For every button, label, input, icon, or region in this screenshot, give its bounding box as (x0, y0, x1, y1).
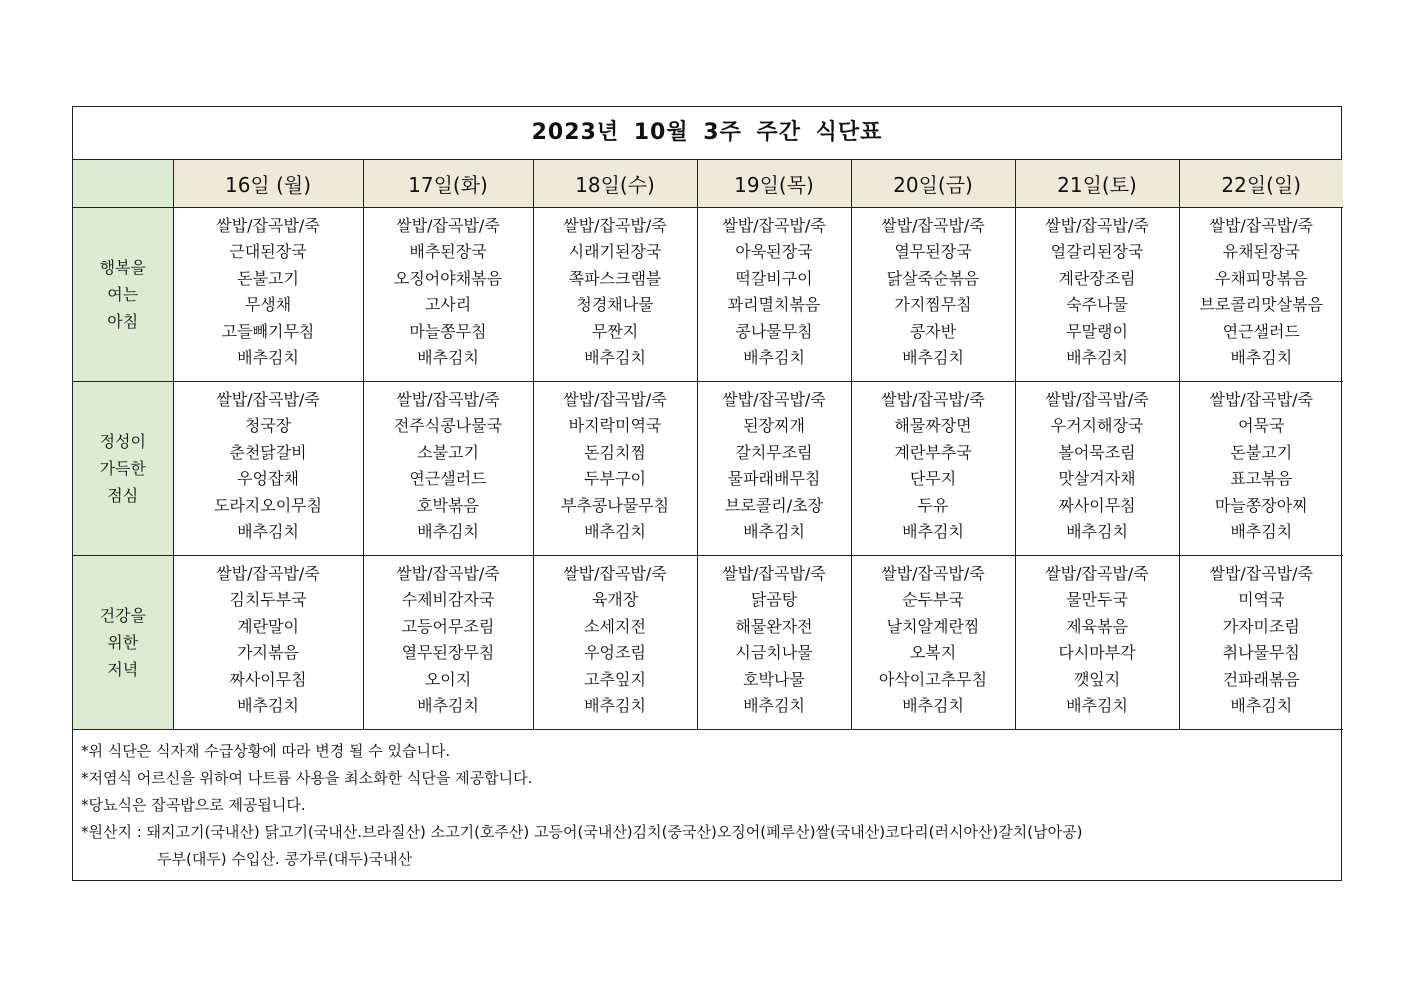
dish-item: 쌀밥/잡곡밥/죽 (1045, 563, 1149, 583)
dish-item: 얼갈리된장국 (1050, 242, 1144, 262)
dish-item: 무짠지 (591, 321, 639, 341)
menu-cell (1179, 555, 1343, 729)
dish-item: 호박나물 (743, 669, 805, 689)
dish-item: 쌀밥/잡곡밥/죽 (563, 389, 667, 409)
dish-item: 물만두국 (1066, 590, 1128, 610)
dish-item: 배추김치 (237, 348, 299, 368)
menu-cell (363, 207, 533, 381)
dish-item: 쌀밥/잡곡밥/죽 (1209, 389, 1314, 409)
meal-label-line: 여는 (107, 284, 139, 304)
dish-item: 쌀밥/잡곡밥/죽 (563, 563, 667, 583)
meal-label-line: 저녁 (107, 659, 139, 679)
dish-item: 열무된장무침 (401, 643, 495, 663)
dish-item: 배추김치 (417, 696, 479, 716)
dish-item: 닭살죽순볶음 (886, 268, 980, 288)
dish-item: 갈치무조림 (735, 442, 813, 462)
dish-item: 부추콩나물무침 (560, 495, 670, 515)
note-line: *저염식 어르신을 위하여 나트륨 사용을 최소화한 식단을 제공합니다. (81, 768, 533, 787)
dish-item: 취나물무침 (1222, 643, 1300, 663)
dish-item: 쌀밥/잡곡밥/죽 (396, 563, 500, 583)
dish-item: 쪽파스크램블 (568, 268, 662, 288)
dish-item: 브로콜리/초장 (724, 495, 824, 515)
dish-item: 배추김치 (584, 696, 646, 716)
meal-label-line: 정성이 (99, 431, 146, 451)
day-header-row (73, 160, 1343, 207)
dish-item: 순두부국 (902, 590, 964, 610)
dish-item: 두유 (917, 495, 949, 515)
dish-item: 청경채나물 (576, 295, 654, 315)
dish-item: 배추김치 (1066, 522, 1128, 542)
meal-label-line: 건강을 (99, 605, 146, 625)
menu-cell (533, 207, 697, 381)
dish-item: 소세지전 (584, 616, 646, 636)
meal-label-line: 행복을 (99, 257, 146, 277)
dish-item: 브로콜리맛살볶음 (1199, 295, 1324, 315)
dish-item: 쌀밥/잡곡밥/죽 (216, 563, 320, 583)
dish-item: 유채된장국 (1222, 242, 1300, 262)
dish-item: 마늘쫑무침 (409, 321, 487, 341)
dish-item: 오이지 (424, 669, 472, 689)
meal-label (73, 555, 173, 729)
meal-label (73, 207, 173, 381)
dish-item: 배추김치 (1230, 522, 1293, 542)
menu-cell (533, 555, 697, 729)
dish-item: 건파래볶음 (1222, 669, 1300, 689)
dish-item: 돈불고기 (1230, 442, 1293, 462)
meal-label (73, 381, 173, 555)
dish-item: 해물짜장면 (894, 416, 972, 436)
dish-item: 콩자반 (909, 321, 957, 341)
day-header: 17일(화) (363, 160, 533, 207)
dish-item: 청국장 (244, 416, 292, 436)
note-line: *당뇨식은 잡곡밥으로 제공됩니다. (81, 795, 306, 814)
dish-item: 된장찌개 (743, 416, 805, 436)
notes-section (73, 730, 1341, 873)
meal-label-line: 가득한 (99, 458, 146, 478)
dish-item: 바지락미역국 (568, 416, 662, 436)
dish-item: 계란말이 (237, 616, 299, 636)
day-header: 20일(금) (851, 160, 1015, 207)
dish-item: 다시마부각 (1058, 643, 1136, 663)
dish-item: 우거지해장국 (1050, 416, 1144, 436)
dish-item: 쌀밥/잡곡밥/죽 (1209, 563, 1314, 583)
dish-item: 연근샐러드 (409, 469, 487, 489)
day-header: 19일(목) (697, 160, 851, 207)
dish-item: 배추김치 (584, 348, 646, 368)
dish-item: 쌀밥/잡곡밥/죽 (881, 215, 985, 235)
dish-item: 전주식콩나물국 (393, 416, 503, 436)
menu-cell (697, 555, 851, 729)
dish-item: 쌀밥/잡곡밥/죽 (1045, 215, 1149, 235)
dish-item: 어묵국 (1238, 416, 1285, 436)
menu-cell (851, 381, 1015, 555)
dish-item: 배추김치 (902, 522, 964, 542)
dish-item: 배추김치 (237, 522, 299, 542)
dish-item: 쌀밥/잡곡밥/죽 (881, 563, 985, 583)
dish-item: 꽈리멸치볶음 (727, 295, 821, 315)
dish-item: 고등어무조림 (401, 616, 495, 636)
dish-item: 미역국 (1238, 590, 1285, 610)
menu-cell (851, 555, 1015, 729)
menu-cell (697, 381, 851, 555)
page-title: 2023년 10월 3주 주간 식단표 (73, 107, 1341, 160)
dish-item: 배추김치 (743, 348, 805, 368)
dish-item: 두부구이 (584, 469, 646, 489)
meal-label-line: 점심 (107, 485, 139, 505)
dish-item: 시래기된장국 (568, 242, 662, 262)
dish-item: 배추김치 (1230, 696, 1293, 716)
dish-item: 쌀밥/잡곡밥/죽 (216, 389, 320, 409)
dish-item: 쌀밥/잡곡밥/죽 (396, 389, 500, 409)
menu-cell (697, 207, 851, 381)
dish-item: 도라지오이무침 (213, 495, 323, 515)
menu-cell (173, 555, 363, 729)
meal-row (73, 555, 1343, 729)
day-header: 22일(일) (1179, 160, 1343, 207)
dish-item: 우엉잡채 (237, 469, 299, 489)
dish-item: 우엉조림 (584, 643, 646, 663)
dish-item: 배추김치 (584, 522, 646, 542)
note-line: 두부(대두) 수입산. 콩가루(대두)국내산 (157, 849, 413, 868)
dish-item: 배추김치 (417, 348, 479, 368)
menu-cell (533, 381, 697, 555)
dish-item: 배추김치 (1230, 348, 1293, 368)
dish-item: 물파래배무침 (727, 469, 821, 489)
header-corner (73, 160, 173, 207)
dish-item: 오징어야채볶음 (393, 268, 503, 288)
dish-item: 짜사이무침 (1058, 495, 1136, 515)
dish-item: 배추김치 (902, 696, 964, 716)
dish-item: 고들빼기무침 (221, 321, 315, 341)
dish-item: 제육볶음 (1066, 616, 1128, 636)
dish-item: 마늘쫑장아찌 (1214, 495, 1308, 515)
note-line: *원산지 : 돼지고기(국내산) 닭고기(국내산.브라질산) 소고기(호주산) 고등어(국내산)김치(중국산)오징어(페루산)쌀(국내산)코다리(러시아산)갈치(남아공) (81, 822, 1083, 841)
dish-item: 해물완자전 (735, 616, 813, 636)
dish-item: 배추김치 (417, 522, 479, 542)
dish-item: 쌀밥/잡곡밥/죽 (1209, 215, 1314, 235)
dish-item: 짜사이무침 (229, 669, 307, 689)
dish-item: 열무된장국 (894, 242, 972, 262)
dish-item: 배추된장국 (409, 242, 487, 262)
dish-item: 콩나물무침 (735, 321, 813, 341)
dish-item: 호박볶음 (417, 495, 479, 515)
menu-sheet (72, 106, 1342, 881)
dish-item: 쌀밥/잡곡밥/죽 (1045, 389, 1149, 409)
dish-item: 표고볶음 (1230, 469, 1293, 489)
dish-item: 배추김치 (743, 522, 805, 542)
dish-item: 쌀밥/잡곡밥/죽 (722, 215, 826, 235)
dish-item: 김치두부국 (229, 590, 307, 610)
menu-cell (1015, 207, 1179, 381)
day-header: 18일(수) (533, 160, 697, 207)
dish-item: 계란부추국 (894, 442, 972, 462)
dish-item: 쌀밥/잡곡밥/죽 (216, 215, 320, 235)
dish-item: 수제비감자국 (401, 590, 495, 610)
weekly-menu-table (73, 160, 1343, 730)
dish-item: 소불고기 (417, 442, 479, 462)
dish-item: 쌀밥/잡곡밥/죽 (881, 389, 985, 409)
dish-item: 돈불고기 (237, 268, 299, 288)
day-header: 16일 (월) (173, 160, 363, 207)
dish-item: 아삭이고추무침 (878, 669, 988, 689)
dish-item: 깻잎지 (1073, 669, 1121, 689)
dish-item: 쌀밥/잡곡밥/죽 (396, 215, 500, 235)
dish-item: 가지볶음 (237, 643, 299, 663)
dish-item: 아욱된장국 (735, 242, 813, 262)
dish-item: 고사리 (424, 295, 472, 315)
dish-item: 배추김치 (902, 348, 964, 368)
dish-item: 배추김치 (743, 696, 805, 716)
dish-item: 맛살겨자채 (1058, 469, 1136, 489)
dish-item: 쌀밥/잡곡밥/죽 (722, 389, 826, 409)
dish-item: 고추잎지 (584, 669, 646, 689)
dish-item: 오복지 (909, 643, 957, 663)
dish-item: 쌀밥/잡곡밥/죽 (563, 215, 667, 235)
dish-item: 육개장 (591, 590, 639, 610)
dish-item: 숙주나물 (1066, 295, 1128, 315)
menu-cell (363, 381, 533, 555)
menu-cell (1179, 381, 1343, 555)
meal-label-line: 위한 (107, 632, 139, 652)
dish-item: 배추김치 (1066, 348, 1128, 368)
menu-cell (1015, 381, 1179, 555)
dish-item: 쌀밥/잡곡밥/죽 (722, 563, 826, 583)
dish-item: 배추김치 (1066, 696, 1128, 716)
dish-item: 근대된장국 (229, 242, 307, 262)
dish-item: 가자미조림 (1222, 616, 1300, 636)
menu-cell (363, 555, 533, 729)
menu-cell (173, 381, 363, 555)
meal-row (73, 381, 1343, 555)
menu-cell (851, 207, 1015, 381)
dish-item: 단무지 (909, 469, 957, 489)
day-header: 21일(토) (1015, 160, 1179, 207)
meal-row (73, 207, 1343, 381)
note-line: *위 식단은 식자재 수급상황에 따라 변경 될 수 있습니다. (81, 741, 451, 760)
menu-cell (1015, 555, 1179, 729)
menu-cell (1179, 207, 1343, 381)
dish-item: 춘천닭갈비 (229, 442, 307, 462)
dish-item: 연근샐러드 (1222, 321, 1300, 341)
dish-item: 돈김치찜 (584, 442, 646, 462)
dish-item: 가지찜무침 (894, 295, 972, 315)
dish-item: 무생채 (244, 295, 292, 315)
meal-label-line: 아침 (107, 311, 139, 331)
dish-item: 우채피망볶음 (1214, 268, 1308, 288)
dish-item: 떡갈비구이 (735, 268, 813, 288)
dish-item: 날치알계란찜 (886, 616, 980, 636)
dish-item: 무말랭이 (1066, 321, 1128, 341)
dish-item: 닭곰탕 (750, 590, 798, 610)
menu-cell (173, 207, 363, 381)
dish-item: 계란장조림 (1058, 268, 1136, 288)
dish-item: 볼어묵조림 (1058, 442, 1136, 462)
dish-item: 시금치나물 (735, 643, 813, 663)
dish-item: 배추김치 (237, 696, 299, 716)
